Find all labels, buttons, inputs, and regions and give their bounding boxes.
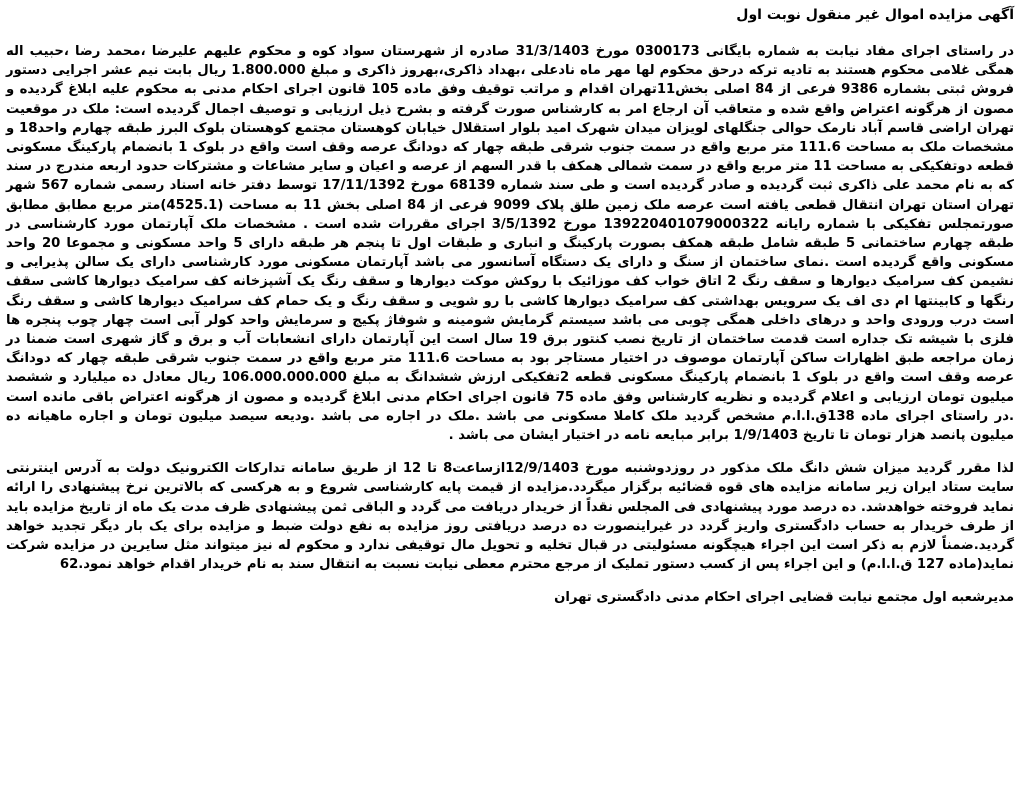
notice-title: آگهی مزایده اموال غیر منقول نوبت اول	[736, 7, 1014, 23]
notice-signature: مدیرشعبه اول مجتمع نیابت قضایی اجرای احکام مدنی دادگستری تهران	[554, 590, 1014, 606]
auction-notice	[6, 4, 1014, 608]
notice-body-paragraph-1: در راستای اجرای مفاد نیابت به شماره بایگانی 0300173 مورخ 31/3/1403 صادره از شهرستان سواد کوه و محکوم علیهم علیرضا ،محمد رضا ،حبیب اله همگی غلامی محکوم هستند به تادیه ترکه درحق محکوم لها مهر ماه نادعلی ،بهداد ذاکری،بهروز ذاکری و مبلغ 1.800.000 ریال بابت نیم عشر اجرایی دستور فروش ثبتی بشماره 9386 فرعی از 84 اصلی بخش11تهران اقدام و مراتب توقیف وفق ماده 105 قانون اجرای احکام مدنی به محکوم علیه ابلاغ گردیده و مصون از هرگونه اعتراض واقع شده و متعاقب آن ارجاع امر به کارشناس صورت گرفته و بشرح ذیل ارزیابی و توصیف اجمال گردیده است: ملک در موقعیت تهران اراضی قاسم آباد نارمک حوالی جنگلهای لویزان میدان شهرک امید بلوار استقلال خیابان کوهستان مجتمع کوهستان بلوک البرز طبقه چهارم واحد18 و مشخصات ملک به مساحت 111.6 متر مربع واقع در سمت جنوب شرقی طبقه چهار که دودانگ عرصه وقف است واقع در بلوک 1 بانضمام پارکینگ مسکونی قطعه دوتفکیکی به مساحت 11 متر مربع واقع در سمت شمالی همکف با قدر السهم از عرصه و اعیان و سایر مشاعات و مشترکات حدود اربعه مندرج در سند که به نام محمد علی ذاکری ثبت گردیده و صادر گردیده است و طی سند شماره 68139 مورخ 17/11/1392 توسط دفتر خانه اسناد رسمی شماره 567 شهر تهران استان تهران انتقال قطعی یافته است عرصه ملک زمین طلق پلاک 9099 فرعی از 84 اصلی بخش 11 به مساحت (4525.1)متر مربع مطابق مطابق صورتمجلس تفکیکی با شماره رایانه 139220401079000322 مورخ 3/5/1392 اجرای مقررات شده است . مشخصات ملک آپارتمان مورد کارشناسی در طبقه چهارم ساختمانی 5 طبقه شامل طبقه همکف بصورت پارکینگ و انباری و طبقات اول تا پنجم هر طبقه دارای 5 واحد مسکونی و مجموعا 20 واحد مسکونی واقع گردیده است .نمای ساختمان از سنگ و دارای یک دستگاه آسانسور می باشد آپارتمان مسکونی مورد کارشناسی دارای یک سالن پذیرایی و نشیمن کف سرامیک دیوارها و سقف رنگ 2 اتاق خواب کف موزائیک با روکش موکت دیوارها و سقف رنگ یک آشپزخانه کف سرامیک دیوارها کاشی سقف رنگها و کابینتها ام دی اف یک سرویس بهداشتی کف سرامیک دیوارها کاشی با رو شویی و سقف رنگ و یک حمام کف سرامیک دیوارها کاشی و سقف رنگ است درب ورودی واحد و درهای داخلی همگی چوبی می باشد سیستم گرمایش شومینه و شوفاژ پکیج و سرمایش واحد کولر آبی است چهار چوب پنجره ها فلزی با شیشه تک جداره است قدمت ساختمان از تاریخ نصب کنتور برق 19 سال است این آپارتمان دارای انشعابات آب و برق و گاز شهری است ضمنا در زمان مراجعه طبق اظهارات ساکن آپارتمان موصوف در اختیار مستاجر بود به مساحت 111.6 متر مربع واقع در سمت جنوب شرقی طبقه چهار که دودانگ عرصه وقف است واقع در بلوک 1 بانضمام پارکینگ مسکونی قطعه 2تفکیکی ارزش ششدانگ به مبلغ 106.000.000.000 ریال معادل ده میلیارد و ششصد میلیون تومان ارزیابی و اعلام گردیده و نظریه کارشناس وفق ماده 75 قانون اجرای احکام مدنی ابلاغ گردیده و مصون از هرگونه اعتراض باقی مانده است .در راستای اجرای ماده 138ق.ا.ا.م مشخص گردید ملک کاملا مسکونی می باشد .ملک در اجاره می باشد .ودیعه سیصد میلیون تومان و اجاره ماهیانه ده میلیون پانصد هزار تومان تا تاریخ 1/9/1403 برابر مبایعه نامه در اختیار ایشان می باشد .	[6, 44, 1015, 444]
notice-body-paragraph-2: لذا مقرر گردید میزان شش دانگ ملک مذکور در روزدوشنبه مورخ 12/9/1403ازساعت8 تا 12 از طریق سامانه تدارکات الکترونیک دولت به آدرس اینترنتی سایت ستاد ایران زیر سامانه مزایده های قوه قضائیه برگزار میگردد.مزایده از قیمت پایه کارشناسی شروع و به هرکسی که بالاترین نرخ پیشنهادی را ارائه نماید فروخته خواهدشد. ده درصد مورد پیشنهادی فی المجلس نقداً از خریدار دریافت می گردد و الباقی ثمن پیشنهادی ظرف مدت یک ماه از تاریخ مزایده باید از طرف خریدار به حساب دادگستری واریز گردد در غیراینصورت ده درصد دریافتی روز مزایده به نفع دولت ضبط و مزایده برای یک بار دیگر تجدید خواهد گردید.ضمناً لازم به ذکر است این اجراء هیچگونه مسئولیتی در قبال تخلیه و تحویل مال توقیفی ندارد و محکوم له نیز میتواند مثل سایرین در مزایده شرکت نماید(ماده 127 ق.ا.ا.م) و این اجراء پس از کسب دستور تملیک از مرجع محترم معطی نیابت نسبت به انتقال سند به نام خریدار اقدام خواهد نمود.62	[6, 461, 1014, 573]
